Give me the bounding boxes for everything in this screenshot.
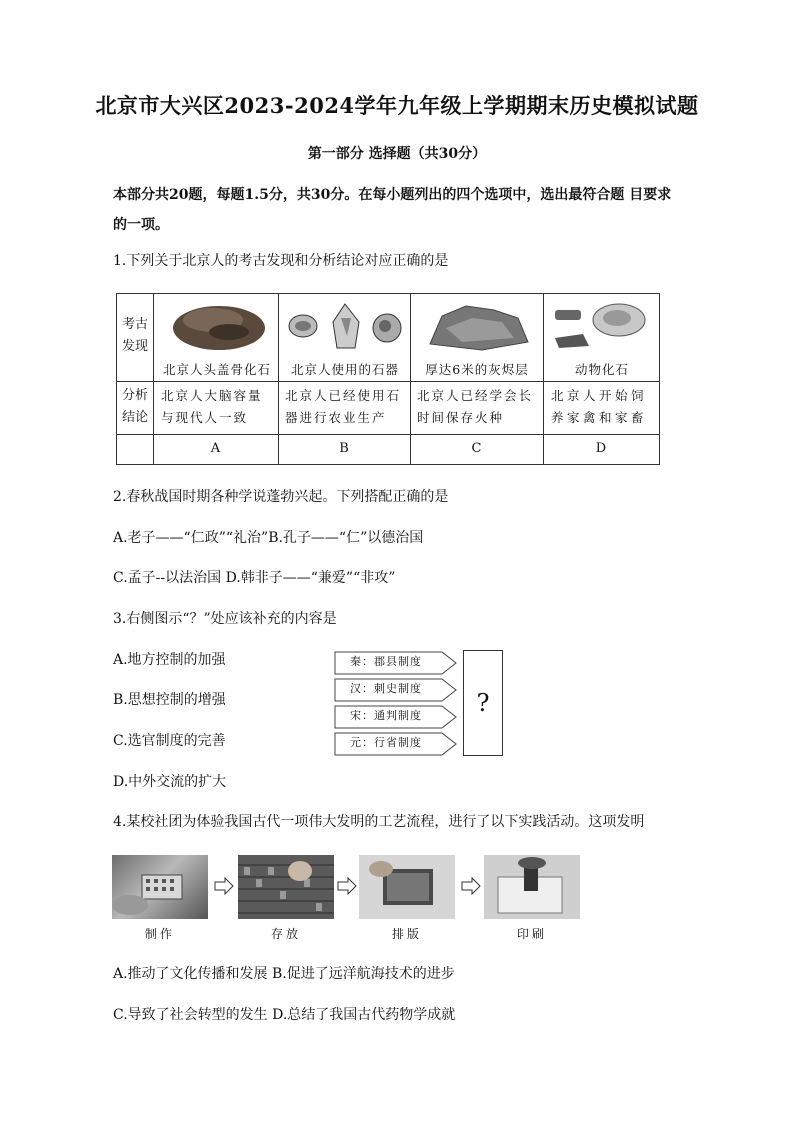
- storing-photo: [238, 855, 334, 919]
- arrow-right-icon: [461, 877, 481, 895]
- conclusion-c: 北京人已经学会长 时间保存火种: [417, 388, 534, 425]
- q3-option-d: D.中外交流的扩大: [113, 774, 227, 790]
- step-caption-typeset: 排版: [391, 927, 422, 941]
- printing-photo: [484, 855, 580, 919]
- caption-c: 厚达6米的灰烬层: [425, 362, 529, 377]
- q1-table: [116, 293, 660, 465]
- option-letter-c: C: [471, 441, 482, 456]
- step-caption-store: 存放: [270, 927, 301, 941]
- instructions: 本部分共20题，每题1.5分，共30分。在每小题列出的四个选项中，选出最符合题 目要求的一项。: [113, 187, 672, 233]
- q4-stem: 4.某校社团为体验我国古代一项伟大发明的工艺流程，进行了以下实践活动。这项发明: [113, 814, 645, 830]
- q2-options-cd: C.孟子--以法治国 D.韩非子——“兼爱”“非攻”: [113, 570, 396, 586]
- stone-tools-photo: [285, 300, 405, 354]
- option-letter-b: B: [339, 441, 349, 456]
- q3-stem: 3.右侧图示“？”处应该补充的内容是: [113, 611, 337, 627]
- row-label-conclusion: 分析结论: [121, 388, 148, 425]
- section-heading: 第一部分 选择题（共30分）: [307, 146, 487, 162]
- q3-option-c: C.选官制度的完善: [113, 733, 226, 749]
- q4-options-ab: A.推动了文化传播和发展 B.促进了远洋航海技术的进步: [113, 966, 455, 982]
- q3-option-b: B.思想控制的增强: [113, 692, 226, 708]
- q2-options-ab: A.老子——“仁政”“礼治”B.孔子——“仁”以德治国: [113, 530, 424, 546]
- diagram-item-song: 宋：通判制度: [350, 709, 422, 722]
- option-letter-d: D: [595, 441, 607, 456]
- question-mark-box: ?: [463, 650, 503, 756]
- making-photo: [112, 855, 208, 919]
- q3-option-a: A.地方控制的加强: [113, 652, 226, 668]
- row-label-discovery: 考古发现: [121, 317, 148, 354]
- arrow-right-icon: [337, 877, 357, 895]
- conclusion-a: 北京人大脑容量 与现代人一致: [161, 388, 263, 425]
- option-letter-a: A: [210, 441, 221, 456]
- q2-stem: 2.春秋战国时期各种学说蓬勃兴起。下列搭配正确的是: [113, 489, 449, 505]
- q4-options-cd: C.导致了社会转型的发生 D.总结了我国古代药物学成就: [113, 1007, 456, 1023]
- ash-layer-photo: [422, 298, 534, 354]
- step-caption-print: 印刷: [516, 927, 547, 941]
- typesetting-photo: [359, 855, 455, 919]
- diagram-item-qin: 秦：郡县制度: [350, 655, 422, 668]
- skull-fossil-photo: [167, 298, 267, 354]
- animal-fossil-photo: [549, 298, 657, 354]
- arrow-right-icon: [214, 877, 234, 895]
- step-caption-make: 制作: [144, 927, 175, 941]
- conclusion-d: 北京人开始饲 养家禽和家畜: [551, 388, 648, 425]
- caption-a: 北京人头盖骨化石: [162, 362, 271, 377]
- diagram-item-han: 汉：刺史制度: [350, 682, 422, 695]
- caption-d: 动物化石: [574, 362, 629, 377]
- caption-b: 北京人使用的石器: [290, 362, 399, 377]
- conclusion-b: 北京人已经使用石 器进行农业生产: [285, 388, 402, 425]
- diagram-item-yuan: 元：行省制度: [350, 736, 422, 749]
- page-title: 北京市大兴区2023-2024学年九年级上学期期末历史模拟试题: [95, 93, 699, 118]
- q1-stem: 1.下列关于北京人的考古发现和分析结论对应正确的是: [113, 253, 449, 269]
